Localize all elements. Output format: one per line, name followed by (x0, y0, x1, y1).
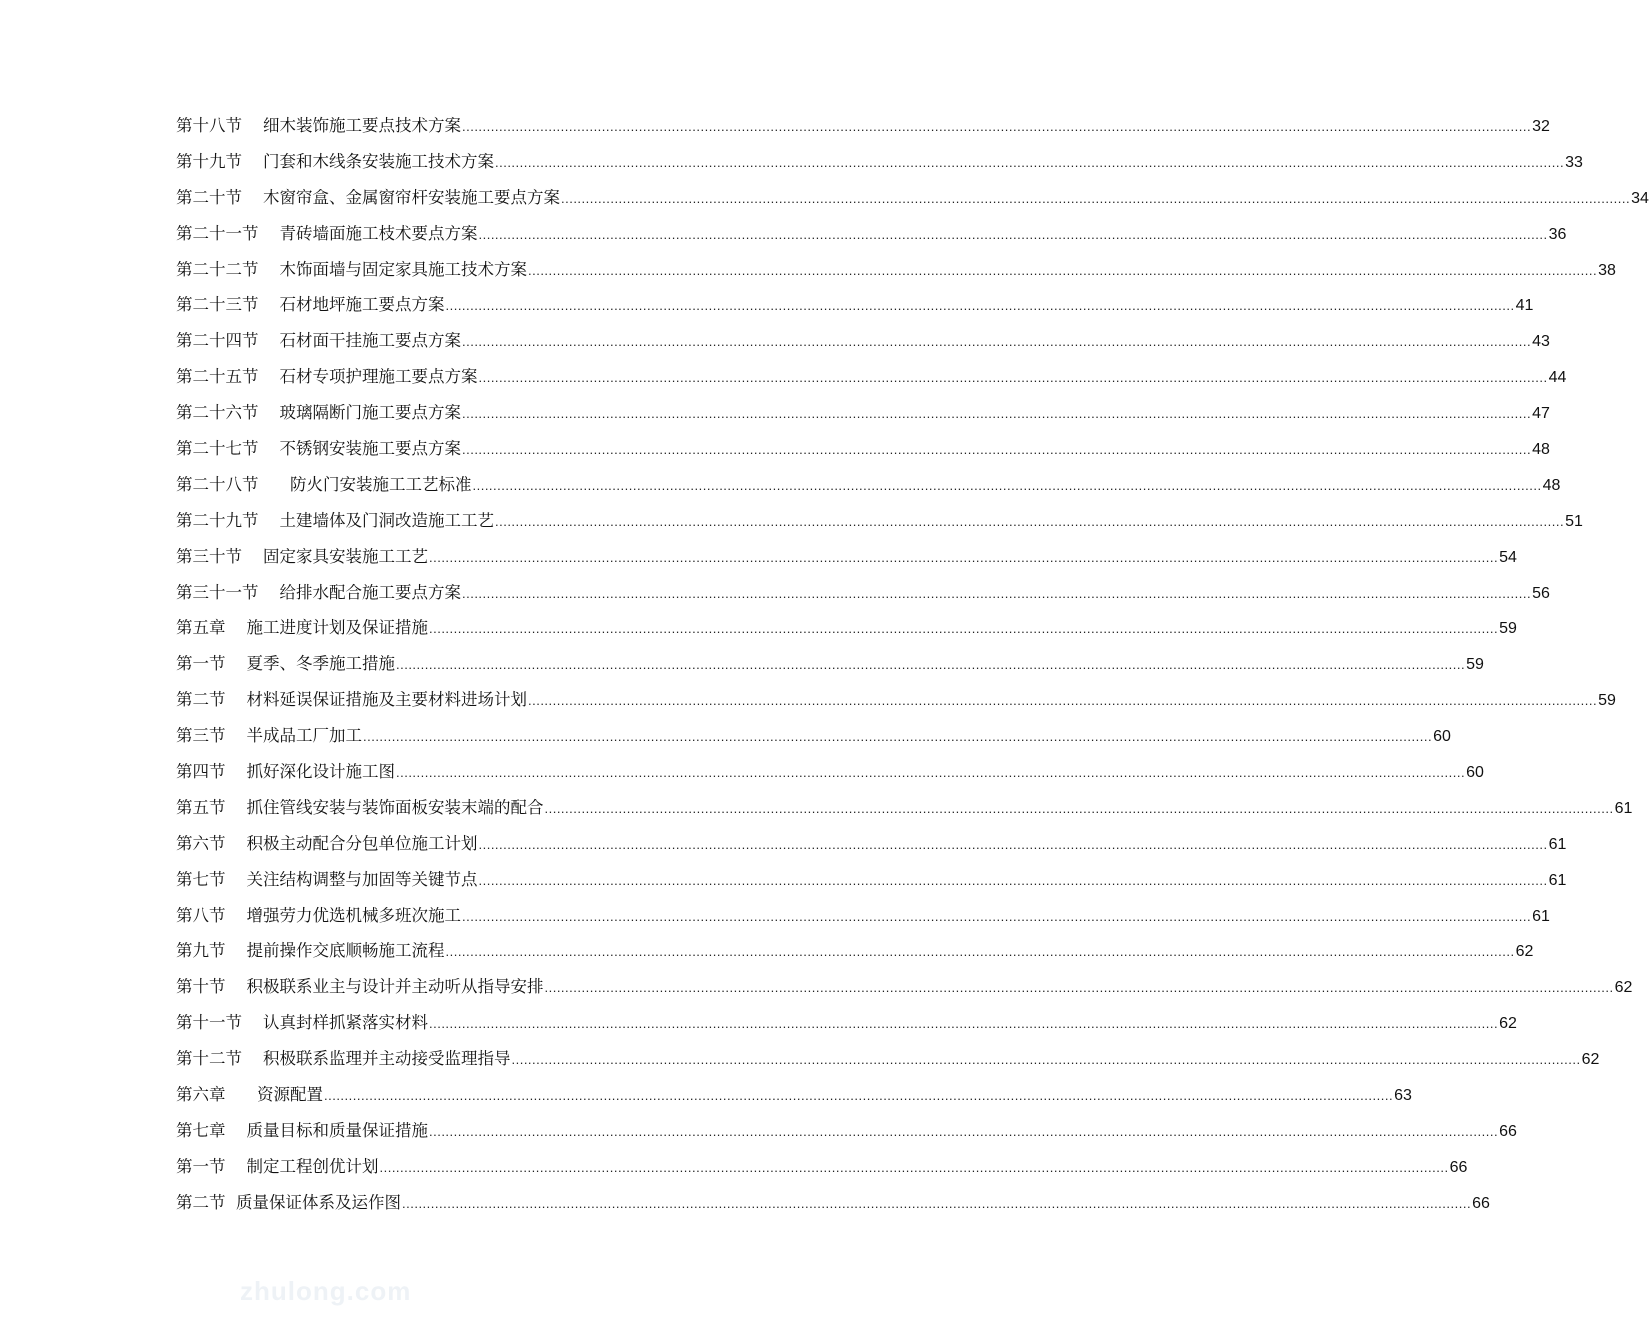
toc-entry-gap (226, 718, 247, 754)
toc-dot-leader: .................................................................................................................................................................................................................................................................... (395, 657, 1466, 673)
toc-entry[interactable] (176, 180, 1649, 216)
toc-entry-number: 第十二节 (176, 1049, 242, 1069)
toc-entry-page: 36 (1548, 225, 1567, 243)
toc-dot-leader: .................................................................................................................................................................................................................................................................... (461, 334, 1532, 350)
toc-dot-leader: .................................................................................................................................................................................................................................................................... (445, 298, 1515, 314)
toc-entry-title: 积极主动配合分包单位施工计划 (246, 833, 478, 853)
toc-entry[interactable] (176, 754, 1484, 790)
toc-entry[interactable] (176, 1113, 1517, 1149)
toc-entry-number: 第四节 (176, 762, 226, 782)
toc-entry[interactable] (176, 610, 1517, 646)
toc-dot-leader: .................................................................................................................................................................................................................................................................... (527, 262, 1598, 278)
toc-entry-title: 提前操作交底顺畅施工流程 (246, 941, 445, 961)
toc-entry-title: 土建墙体及门洞改造施工工艺 (279, 510, 494, 530)
toc-entry-title: 抓住管线安装与装饰面板安装末端的配合 (246, 797, 544, 817)
toc-entry-title: 木窗帘盒、金属窗帘杆安装施工要点方案 (262, 187, 560, 207)
toc-entry-gap (242, 539, 263, 575)
toc-entry[interactable] (176, 467, 1561, 503)
toc-entry-title: 质量保证体系及运作图 (236, 1192, 401, 1212)
toc-entry-number: 第三十节 (176, 546, 242, 566)
toc-entry[interactable] (176, 216, 1567, 252)
toc-entry-number: 第十八节 (176, 116, 242, 135)
toc-entry[interactable] (176, 503, 1583, 539)
toc-entry-number: 第三十一节 (176, 582, 259, 602)
toc-entry-title: 认真封样抓紧落实材料 (262, 1013, 428, 1033)
toc-entry[interactable] (176, 287, 1534, 323)
toc-entry-title: 玻璃隔断门施工要点方案 (279, 403, 461, 423)
toc-entry-number: 第五节 (176, 797, 226, 817)
toc-entry-title: 石材地坪施工要点方案 (279, 295, 445, 315)
toc-entry-title: 石材专项护理施工要点方案 (279, 367, 478, 387)
toc-dot-leader: .................................................................................................................................................................................................................................................................... (544, 980, 1614, 996)
toc-entry-title: 细木装饰施工要点技术方案 (262, 116, 461, 135)
toc-entry-page: 61 (1548, 871, 1567, 889)
toc-dot-leader: .................................................................................................................................................................................................................................................................... (402, 1195, 1472, 1211)
toc-entry-number: 第二十二节 (176, 259, 259, 279)
toc-dot-leader: .................................................................................................................................................................................................................................................................... (428, 621, 1499, 637)
toc-dot-leader: .................................................................................................................................................................................................................................................................... (478, 370, 1548, 386)
toc-dot-leader: .................................................................................................................................................................................................................................................................... (461, 908, 1532, 924)
toc-entry-number: 第二十四节 (176, 331, 259, 351)
toc-entry-gap (242, 1041, 263, 1077)
toc-entry-number: 第十九节 (176, 151, 242, 171)
toc-entry-gap (259, 287, 280, 323)
toc-dot-leader: .................................................................................................................................................................................................................................................................... (323, 1088, 1394, 1104)
toc-dot-leader: .................................................................................................................................................................................................................................................................... (428, 1123, 1499, 1139)
toc-entry-title: 夏季、冬季施工措施 (246, 654, 395, 674)
toc-dot-leader: .................................................................................................................................................................................................................................................................... (511, 1052, 1581, 1068)
toc-entry-page: 66 (1472, 1194, 1490, 1212)
toc-entry-gap (242, 1005, 263, 1041)
toc-entry-page: 48 (1542, 476, 1561, 494)
toc-entry-title: 防火门安装施工工艺标准 (289, 474, 472, 494)
toc-entry-number: 第八节 (176, 905, 226, 925)
toc-dot-leader: .................................................................................................................................................................................................................................................................... (478, 226, 1548, 242)
toc-entry[interactable] (176, 252, 1616, 288)
toc-entry-page: 41 (1515, 297, 1534, 315)
toc-dot-leader: .................................................................................................................................................................................................................................................................... (472, 477, 1542, 493)
toc-entry-gap (226, 933, 247, 969)
toc-entry-number: 第二十一节 (176, 223, 259, 243)
toc-entry-gap (242, 180, 263, 216)
toc-entry-page: 54 (1499, 548, 1517, 566)
toc-entry[interactable] (176, 646, 1484, 682)
toc-entry-page: 66 (1499, 1122, 1517, 1140)
toc-entry-gap (226, 826, 247, 862)
toc-entry-number: 第一节 (176, 654, 226, 674)
toc-entry[interactable] (176, 431, 1550, 467)
toc-entry-gap (259, 575, 280, 611)
toc-entry-page: 59 (1466, 656, 1484, 674)
toc-entry-gap (226, 1077, 257, 1113)
toc-entry-page: 61 (1614, 799, 1633, 817)
toc-entry-page: 51 (1565, 512, 1583, 530)
toc-entry-gap (242, 144, 263, 180)
toc-entry-number: 第五章 (176, 618, 226, 638)
toc-entry-page: 44 (1548, 369, 1567, 387)
toc-entry-gap (226, 1185, 237, 1221)
toc-entry[interactable] (176, 933, 1534, 969)
toc-entry-gap (226, 898, 247, 934)
toc-entry-page: 59 (1598, 692, 1616, 710)
toc-entry-number: 第二十三节 (176, 295, 259, 315)
toc-entry-page: 33 (1565, 153, 1583, 171)
toc-entry[interactable] (176, 682, 1616, 718)
toc-entry[interactable] (176, 144, 1583, 180)
toc-entry-title: 关注结构调整与加固等关键节点 (246, 869, 478, 889)
toc-entry-number: 第二节 (176, 690, 226, 710)
toc-dot-leader: .................................................................................................................................................................................................................................................................... (428, 549, 1499, 565)
toc-entry-gap (226, 682, 247, 718)
toc-entry-title: 青砖墙面施工枝术要点方案 (279, 223, 478, 243)
toc-entry-gap (226, 646, 247, 682)
toc-dot-leader: .................................................................................................................................................................................................................................................................... (478, 836, 1548, 852)
toc-dot-leader: .................................................................................................................................................................................................................................................................... (478, 872, 1548, 888)
toc-entry[interactable] (176, 898, 1550, 934)
toc-entry[interactable] (176, 1185, 1490, 1221)
toc-entry-title: 门套和木线条安装施工技术方案 (262, 151, 494, 171)
toc-entry[interactable] (176, 1077, 1412, 1113)
watermark: zhulong.com (240, 1276, 412, 1306)
toc-entry-title: 质量目标和质量保证措施 (246, 1120, 428, 1140)
toc-entry-title: 半成品工厂加工 (246, 726, 362, 746)
toc-entry-gap (226, 754, 247, 790)
toc-entry-page: 62 (1581, 1051, 1600, 1069)
toc-entry-page: 38 (1598, 261, 1616, 279)
toc-entry-page: 48 (1532, 441, 1550, 459)
toc-entry-page: 56 (1532, 584, 1550, 602)
toc-entry-page: 43 (1532, 333, 1550, 351)
toc-entry-number: 第三节 (176, 726, 226, 746)
toc-dot-leader: .................................................................................................................................................................................................................................................................... (461, 585, 1532, 601)
toc-entry-page: 47 (1532, 405, 1550, 423)
toc-entry-title: 施工进度计划及保证措施 (246, 618, 428, 638)
toc-entry[interactable] (176, 323, 1550, 359)
toc-entry-number: 第六节 (176, 833, 226, 853)
toc-entry-gap (226, 790, 247, 826)
toc-entry-number: 第二节 (176, 1192, 226, 1212)
toc-entry-title: 固定家具安装施工工艺 (262, 546, 428, 566)
toc-entry-title: 石材面干挂施工要点方案 (279, 331, 461, 351)
toc-entry-title: 材料延误保证措施及主要材料进场计划 (246, 690, 527, 710)
toc-dot-leader: .................................................................................................................................................................................................................................................................... (544, 800, 1614, 816)
toc-entry-title: 木饰面墙与固定家具施工技术方案 (279, 259, 527, 279)
toc-dot-leader: .................................................................................................................................................................................................................................................................... (560, 190, 1631, 206)
toc-entry-gap (226, 862, 247, 898)
toc-dot-leader: .................................................................................................................................................................................................................................................................... (461, 406, 1532, 422)
toc-entry-number: 第二十九节 (176, 510, 259, 530)
toc-entry[interactable] (176, 790, 1633, 826)
table-of-contents (176, 108, 1649, 1221)
toc-entry-gap (259, 467, 290, 503)
toc-entry-page: 60 (1466, 764, 1484, 782)
toc-entry-gap (226, 969, 247, 1005)
toc-entry[interactable] (176, 969, 1633, 1005)
toc-entry-title: 增强劳力优选机械多班次施工 (246, 905, 461, 925)
toc-entry[interactable] (176, 1149, 1468, 1185)
toc-entry-page: 62 (1499, 1015, 1517, 1033)
toc-entry[interactable] (176, 108, 1550, 144)
toc-entry[interactable] (176, 1041, 1600, 1077)
toc-entry-page: 62 (1515, 943, 1534, 961)
toc-entry[interactable] (176, 395, 1550, 431)
toc-entry-number: 第一节 (176, 1156, 226, 1176)
toc-entry-page: 60 (1433, 728, 1451, 746)
toc-entry-number: 第七章 (176, 1120, 226, 1140)
toc-entry-page: 59 (1499, 620, 1517, 638)
toc-entry-gap (259, 359, 280, 395)
toc-entry-title: 积极联系业主与设计并主动听从指导安排 (246, 977, 544, 997)
toc-entry-title: 资源配置 (256, 1085, 323, 1105)
toc-entry-gap (259, 216, 280, 252)
toc-entry-page: 32 (1532, 118, 1550, 135)
toc-entry-page: 34 (1631, 189, 1649, 207)
toc-entry-gap (242, 108, 263, 144)
toc-entry-page: 63 (1394, 1087, 1412, 1105)
toc-entry-number: 第七节 (176, 869, 226, 889)
toc-entry-gap (259, 252, 280, 288)
toc-entry-page: 61 (1548, 835, 1567, 853)
toc-entry[interactable] (176, 826, 1567, 862)
toc-entry-title: 制定工程创优计划 (246, 1156, 379, 1176)
toc-entry-number: 第二十七节 (176, 439, 259, 459)
toc-entry-gap (259, 395, 280, 431)
toc-entry[interactable] (176, 862, 1567, 898)
toc-entry-title: 积极联系监理并主动接受监理指导 (262, 1049, 511, 1069)
toc-entry-number: 第二十六节 (176, 403, 259, 423)
toc-entry[interactable] (176, 539, 1517, 575)
toc-entry-page: 66 (1449, 1158, 1468, 1176)
toc-entry-title: 抓好深化设计施工图 (246, 762, 395, 782)
toc-entry-gap (259, 503, 280, 539)
toc-dot-leader: .................................................................................................................................................................................................................................................................... (494, 154, 1565, 170)
toc-entry[interactable] (176, 718, 1451, 754)
toc-entry-gap (226, 1149, 247, 1185)
toc-entry-number: 第十节 (176, 977, 226, 997)
toc-dot-leader: .................................................................................................................................................................................................................................................................... (428, 1016, 1499, 1032)
toc-dot-leader: .................................................................................................................................................................................................................................................................... (395, 765, 1466, 781)
toc-entry-page: 61 (1532, 907, 1550, 925)
toc-entry-title: 给排水配合施工要点方案 (279, 582, 461, 602)
toc-dot-leader: .................................................................................................................................................................................................................................................................... (527, 693, 1598, 709)
toc-entry-number: 第九节 (176, 941, 226, 961)
toc-entry-gap (259, 431, 280, 467)
toc-entry-number: 第二十节 (176, 187, 242, 207)
toc-entry-number: 第十一节 (176, 1013, 242, 1033)
toc-dot-leader: .................................................................................................................................................................................................................................................................... (362, 729, 1433, 745)
toc-dot-leader: .................................................................................................................................................................................................................................................................... (461, 119, 1532, 134)
toc-entry-gap (226, 610, 247, 646)
toc-entry[interactable] (176, 359, 1567, 395)
toc-entry-number: 第二十八节 (176, 474, 259, 494)
toc-entry[interactable] (176, 1005, 1517, 1041)
toc-entry-title: 不锈钢安装施工要点方案 (279, 439, 461, 459)
toc-entry-number: 第六章 (176, 1085, 226, 1105)
toc-dot-leader: .................................................................................................................................................................................................................................................................... (379, 1159, 1449, 1175)
toc-entry-page: 62 (1614, 979, 1633, 997)
toc-dot-leader: .................................................................................................................................................................................................................................................................... (494, 513, 1565, 529)
toc-entry-number: 第二十五节 (176, 367, 259, 387)
toc-entry[interactable] (176, 575, 1550, 611)
toc-entry-gap (259, 323, 280, 359)
toc-dot-leader: .................................................................................................................................................................................................................................................................... (445, 944, 1515, 960)
toc-dot-leader: .................................................................................................................................................................................................................................................................... (461, 442, 1532, 458)
toc-entry-gap (226, 1113, 247, 1149)
